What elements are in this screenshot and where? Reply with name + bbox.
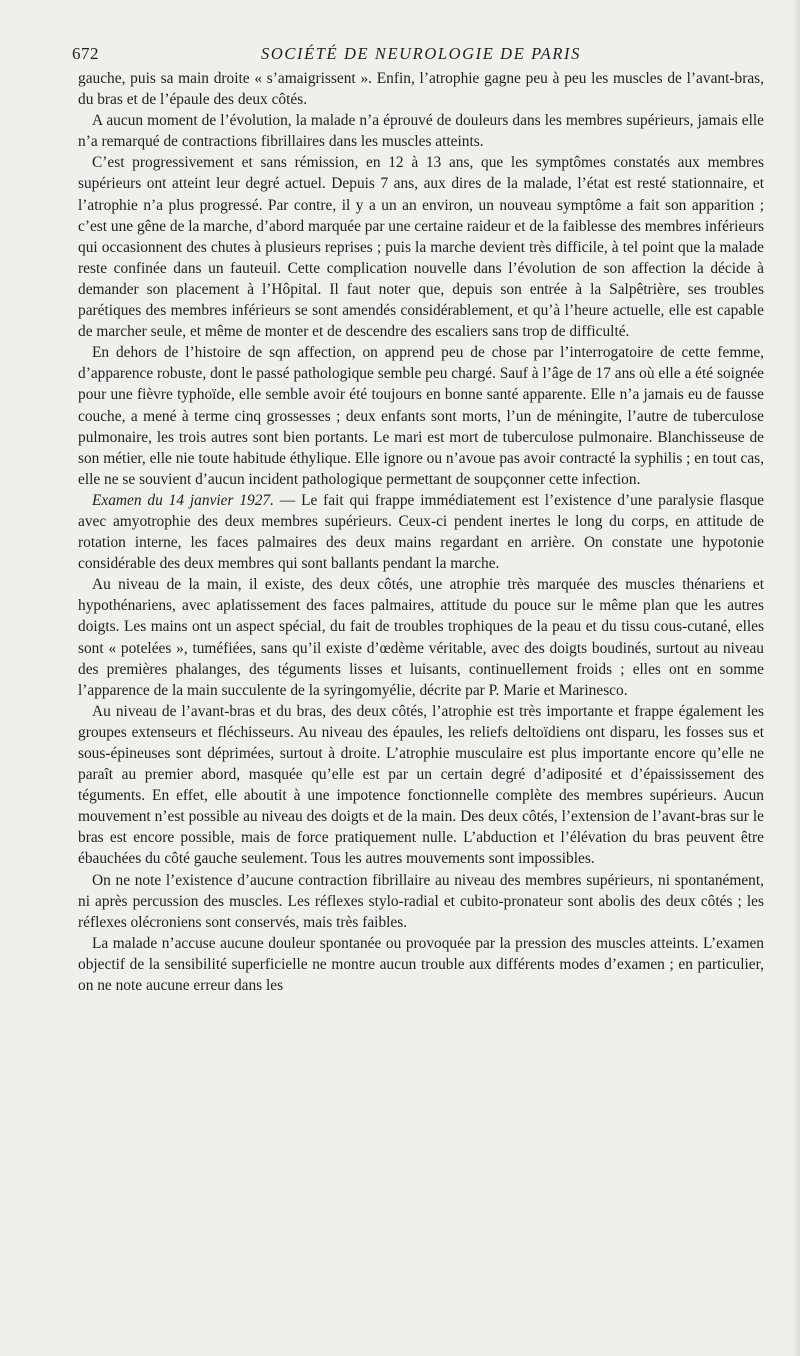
journal-title: SOCIÉTÉ DE NEUROLOGIE DE PARIS	[261, 44, 581, 63]
paragraph-1: gauche, puis sa main droite « s’amaigrissent ». Enfin, l’atrophie gagne peu à peu les muscles de l’avant-bras, du bras et de l’épaule des deux côtés.	[78, 70, 764, 109]
paragraph-3: C’est progressivement et sans rémission, en 12 à 13 ans, que les symptômes constatés aux membres supérieurs ont atteint leur degré actuel. Depuis 7 ans, aux dires de la malade, l’état est resté stationnaire, et l’atrophie n’a plus progressé. Par contre, il y a un an environ, un nouveau symptôme a fait son apparition ; c’est une gêne de la marche, d’abord marquée par une certaine raideur et de la faiblesse des membres inférieurs qui occasionnent des chutes à plusieurs reprises ; puis la marche devient très difficile, à tel point que la malade reste confinée dans un fauteuil. Cette complication nouvelle dans l’évolution de son affection la décide à demander son placement à l’Hôpital. Il faut noter que, depuis son entrée à la Salpêtrière, ses troubles parétiques des membres inférieurs se sont amendés considérablement, et qu’à l’heure actuelle, elle est capable de marcher seule, et même de monter et de descendre des escaliers sans trop de difficulté.	[78, 154, 764, 341]
running-head	[72, 40, 764, 68]
paragraph-7: Au niveau de l’avant-bras et du bras, des deux côtés, l’atrophie est très importante et frappe également les groupes extenseurs et fléchisseurs. Au niveau des épaules, les reliefs deltoïdiens ont disparu, les fosses sus et sous-épineuses sont déprimées, surtout à droite. L’atrophie musculaire est plus importante encore qu’elle ne paraît au premier abord, masquée qu’elle est par un certain degré d’adiposité et d’épaississement des téguments. En effet, elle aboutit à une impotence fonctionnelle complète des membres supérieurs. Aucun mouvement n’est possible au niveau des doigts et de la main. Des deux côtés, l’extension de l’avant-bras sur le bras est encore possible, mais de force pratiquement nulle. L’abduction et l’élévation du bras peuvent être ébauchées du côté gauche seulement. Tous les autres mouvements sont impossibles.	[78, 702, 764, 868]
paragraph-8: On ne note l’existence d’aucune contraction fibrillaire au niveau des membres supérieurs, ni spontanément, ni après percussion des muscles. Les réflexes stylo-radial et cubito-pronateur sont abolis des deux côtés ; les réflexes olécroniens sont conservés, mais très faibles.	[78, 871, 764, 931]
page-number: 672	[72, 44, 99, 63]
paragraph-5-text: — Le fait qui frappe immédiatement est l’existence d’une paralysie flasque avec amyotrophie des deux membres supérieurs. Ceux-ci pendent inertes le long du corps, en attitude de rotation interne, les faces palmaires des deux mains regardant en arrière. On constate une hypotonie considérable des deux membres qui sont ballants pendant la marche.	[78, 491, 764, 573]
paragraph-4: En dehors de l’histoire de sqn affection, on apprend peu de chose par l’interrogatoire de cette femme, d’apparence robuste, dont le passé pathologique semble peu chargé. Sauf à l’âge de 17 ans où elle a été soignée pour une fièvre typhoïde, elle semble avoir été toujours en bonne santé apparente. Elle n’a jamais eu de fausse couche, a mené à terme cinq grossesses ; deux enfants sont morts, l’un de méningite, l’autre de tuberculose pulmonaire, les trois autres sont bien portants. Le mari est mort de tuberculose pulmonaire. Blanchisseuse de son métier, elle nie toute habitude éthylique. Elle ignore ou n’avoue pas avoir contracté la syphilis ; en tout cas, elle ne se souvient d’aucun incident pathologique permettant de soupçonner cette infection.	[78, 344, 764, 488]
exam-heading: Examen du 14 janvier 1927.	[92, 491, 274, 509]
paragraph-9: La malade n’accuse aucune douleur spontanée ou provoquée par la pression des muscles atteints. L’examen objectif de la sensibilité superficielle ne montre aucun trouble aux différents modes d’examen ; en particulier, on ne note aucune erreur dans les	[78, 934, 764, 995]
paragraph-5	[78, 490, 764, 574]
body-text	[78, 68, 764, 996]
paragraph-2: A aucun moment de l’évolution, la malade n’a éprouvé de douleurs dans les membres supérieurs, jamais elle n’a remarqué de contractions fibrillaires dans les muscles atteints.	[78, 112, 764, 151]
page-edge-shadow	[792, 0, 800, 1356]
paragraph-6: Au niveau de la main, il existe, des deux côtés, une atrophie très marquée des muscles thénariens et hypothénariens, avec aplatissement des faces palmaires, attitude du pouce sur le même plan que les autres doigts. Les mains ont un aspect spécial, du fait de troubles trophiques de la peau et du tissu cous-cutané, elles sont « potelées », tuméfiées, sans qu’il existe d’œdème véritable, avec des doigts boudinés, surtout au niveau des premières phalanges, des téguments lisses et luisants, continuellement froids ; elles ont en somme l’apparence de la main succulente de la syringomyélie, décrite par P. Marie et Marinesco.	[78, 576, 764, 699]
